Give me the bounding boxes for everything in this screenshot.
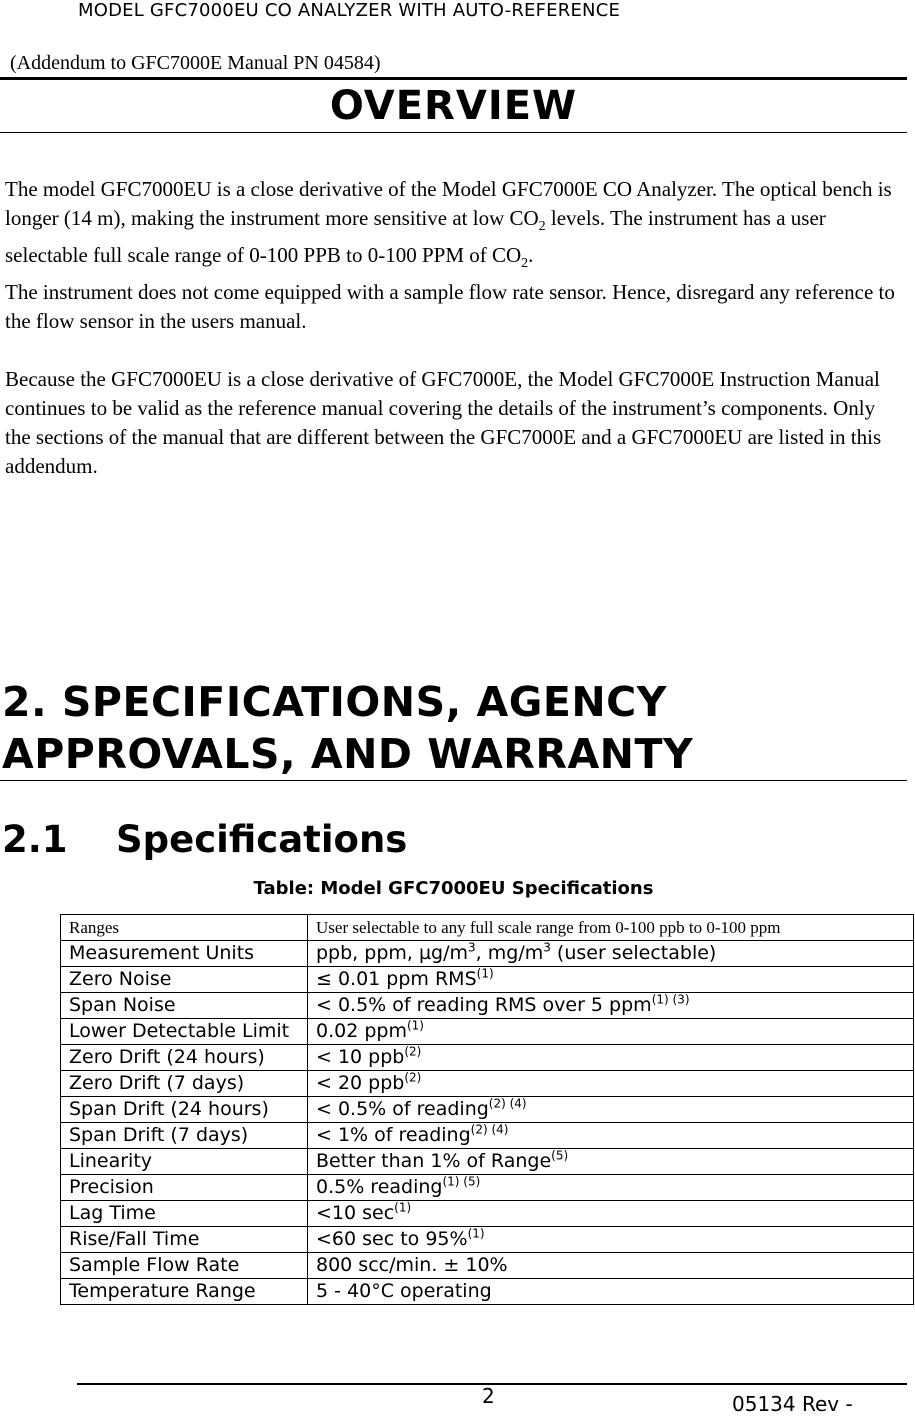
table-row [61,967,914,993]
spec-param: Span Drift (24 hours) [61,1097,308,1123]
spec-value: 800 scc/min. ± 10% [308,1253,914,1279]
spec-value: 0.02 ppm$^{(1)}$ [308,1019,914,1045]
overview-paragraph-3: Because the GFC7000EU is a close derivative of GFC7000E, the Model GFC7000E Instruction Manual continues to be valid as the reference manual covering the details of the instrument’s components. Only the sections of the manual that are different between the GFC7000E and a GFC7000EU are listed in this addendum. [5,367,882,479]
spec-value: < 1% of reading$^{(2) (4)}$ [308,1123,914,1149]
spec-value: < 10 ppb$^{(2)}$ [308,1045,914,1071]
table-row [61,993,914,1019]
overview-body [5,175,905,481]
section-2-1-heading: 2.1 Specifications [2,818,408,861]
spec-value: ppb, ppm, $\mu g/m^3$, $mg/m^3$ (user selectable) [308,941,914,967]
spec-param: Zero Drift (7 days) [61,1071,308,1097]
revision-label: 05134 Rev - [732,1392,853,1416]
overview-paragraph-2: The instrument does not come equipped with a sample flow rate sensor. Hence, disregard any reference to the flow sensor in the users manual. [5,280,895,334]
table-row [61,1071,914,1097]
spec-param: Sample Flow Rate [61,1253,308,1279]
spec-value: < 0.5% of reading RMS over 5 ppm$^{(1) (3)}$ [308,993,914,1019]
spec-param: Ranges [61,915,308,941]
spec-value: < 20 ppb$^{(2)}$ [308,1071,914,1097]
table-row [61,1201,914,1227]
spec-value: <10 $\sec^{(1)}$ [308,1201,914,1227]
page-number: 2 [482,1384,495,1408]
spec-param: Precision [61,1175,308,1201]
header-subtitle: (Addendum to GFC7000E Manual PN 04584) [10,52,381,74]
spec-value: < 0.5% of reading$^{(2) (4)}$ [308,1097,914,1123]
section-2-heading: 2. SPECIFICATIONS, AGENCY APPROVALS, AND WARRANTY [2,678,694,778]
spec-param: Span Noise [61,993,308,1019]
header-rule [0,77,907,80]
table-row [61,1279,914,1305]
specifications-table [60,914,914,1305]
spec-param: Measurement Units [61,941,308,967]
table-row [61,1097,914,1123]
table-row [61,1019,914,1045]
spec-value: ≤ 0.01 ppm RMS$^{(1)}$ [308,967,914,993]
table-row [61,1175,914,1201]
spec-param: Span Drift (7 days) [61,1123,308,1149]
spec-param: Lower Detectable Limit [61,1019,308,1045]
spec-value: User selectable to any full scale range from 0-100 ppb to 0-100 ppm [308,915,914,941]
spec-param: Lag Time [61,1201,308,1227]
spec-param: Zero Noise [61,967,308,993]
overview-rule [0,132,907,133]
section-2-rule [0,780,907,781]
table-caption: Table: Model GFC7000EU Specifications [253,878,654,899]
spec-value: <60 sec to 95%$^{(1)}$ [308,1227,914,1253]
spec-value: 5 - 40°C operating [308,1279,914,1305]
spec-value: Better than 1% of Range$^{(5)}$ [308,1149,914,1175]
spec-param: Rise/Fall Time [61,1227,308,1253]
table-row [61,1149,914,1175]
spec-param: Temperature Range [61,1279,308,1305]
spec-param: Linearity [61,1149,308,1175]
table-row [61,915,914,941]
table-row [61,1045,914,1071]
overview-title: OVERVIEW [329,83,578,129]
spec-value: 0.5% reading$^{(1) (5)}$ [308,1175,914,1201]
spec-param: Zero Drift (24 hours) [61,1045,308,1071]
table-row [61,1227,914,1253]
overview-paragraph-1: The model GFC7000EU is a close derivative of the Model GFC7000E CO Analyzer. The optical bench is longer (14 m), making the instrument more sensitive at low $CO_2$ levels. The instrument has a user selectable full scale range of 0-100 PPB to 0-100 PPM of $CO_2$. [5,177,892,272]
header-title: MODEL GFC7000EU CO ANALYZER WITH AUTO-REFERENCE [78,0,621,21]
table-row [61,1253,914,1279]
table-row [61,1123,914,1149]
table-row [61,941,914,967]
